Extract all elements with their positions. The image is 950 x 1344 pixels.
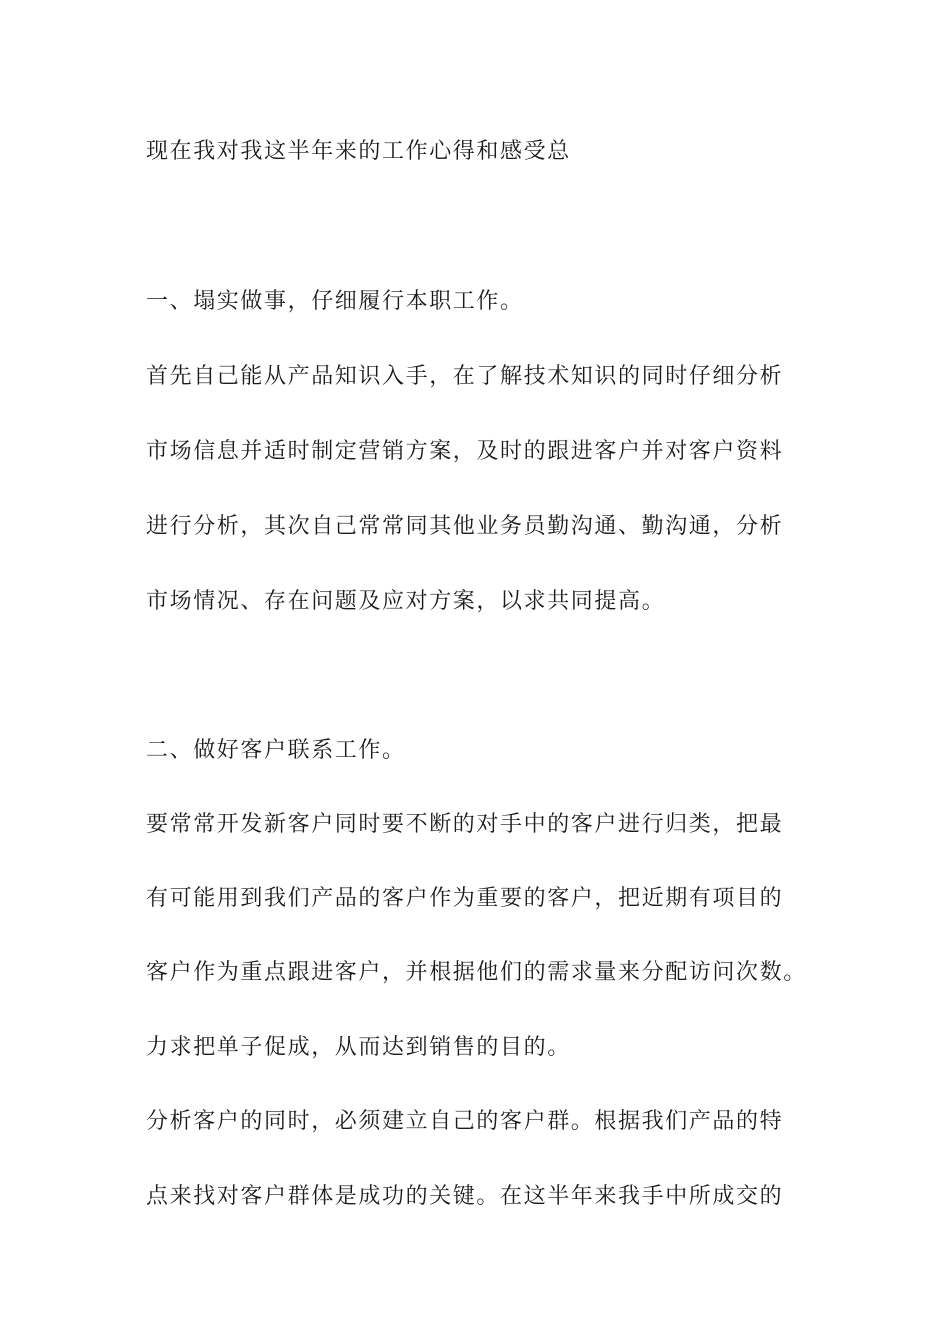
paragraph-line: 要常常开发新客户同时要不断的对手中的客户进行归类，把最	[146, 812, 784, 837]
paragraph-line: 力求把单子促成，从而达到销售的目的。	[146, 1035, 571, 1060]
section-heading-1: 一、塌实做事，仔细履行本职工作。	[146, 289, 524, 314]
paragraph-line: 市场信息并适时制定营销方案，及时的跟进客户并对客户资料	[146, 439, 784, 464]
paragraph-line: 分析客户的同时，必须建立自己的客户群。根据我们产品的特	[146, 1109, 784, 1134]
paragraph-line: 点来找对客户群体是成功的关键。在这半年来我手中所成交的	[146, 1184, 784, 1209]
paragraph-line: 市场情况、存在问题及应对方案，以求共同提高。	[146, 589, 666, 614]
paragraph-line: 首先自己能从产品知识入手，在了解技术知识的同时仔细分析	[146, 364, 784, 389]
paragraph-line: 客户作为重点跟进客户，并根据他们的需求量来分配访问次数。	[146, 960, 807, 985]
paragraph-line: 有可能用到我们产品的客户作为重要的客户，把近期有项目的	[146, 886, 784, 911]
section-heading-2: 二、做好客户联系工作。	[146, 738, 406, 763]
paragraph-line: 进行分析，其次自己常常同其他业务员勤沟通、勤沟通，分析	[146, 514, 784, 539]
document-title: 现在我对我这半年来的工作心得和感受总	[146, 139, 571, 164]
